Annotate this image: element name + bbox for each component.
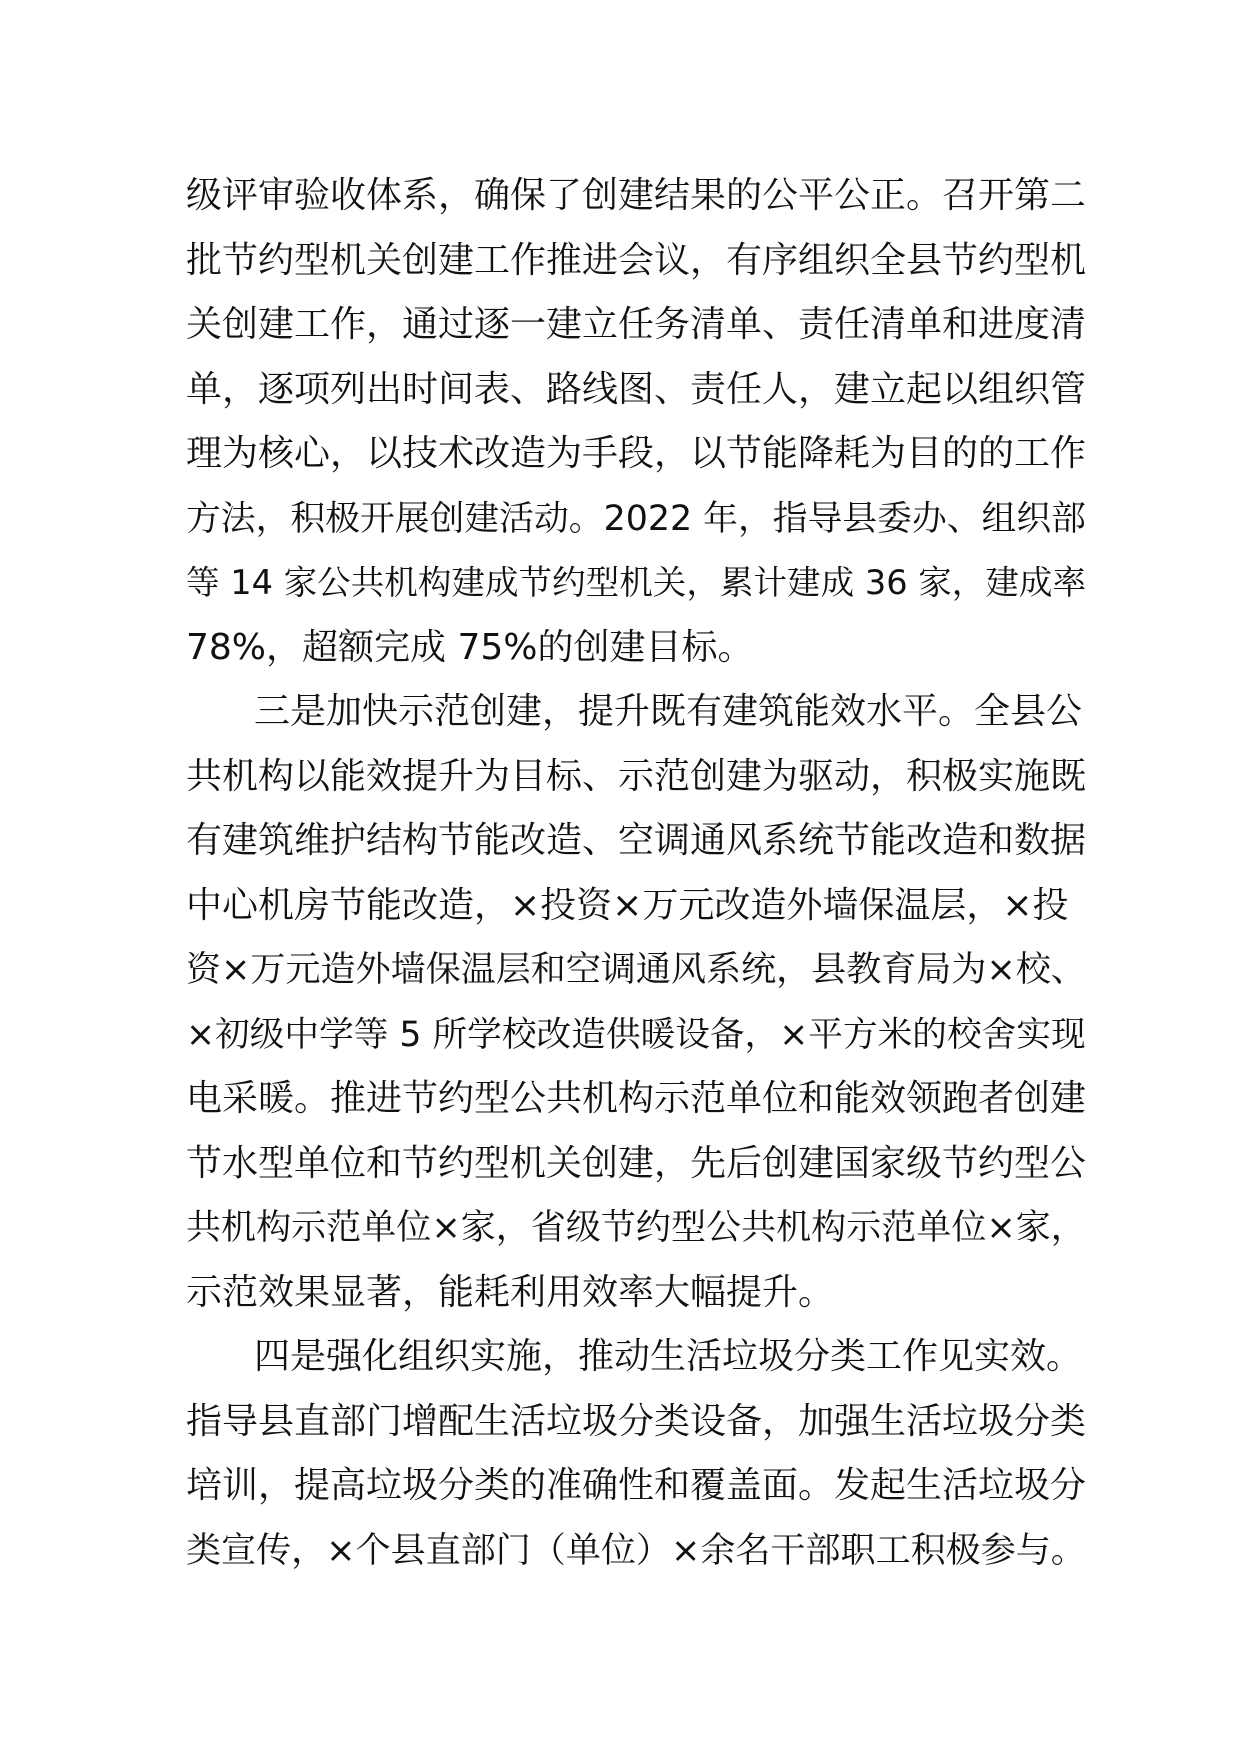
text-line: 节水型单位和节约型机关创建，先后创建国家级节约型公	[186, 1142, 1087, 1184]
text-line: 共机构示范单位×家，省级节约型公共机构示范单位×家，	[186, 1207, 1086, 1248]
text-line: 级评审验收体系，确保了创建结果的公平公正。召开第二	[186, 175, 1087, 216]
text-line: 类宣传，×个县直部门（单位）×余名干部职工积极参与。	[186, 1529, 1086, 1571]
text-line: ×初级中学等 5 所学校改造供暖设备，×平方米的校舍实现	[186, 1014, 1086, 1055]
paragraph-start-line: 三是加快示范创建，提升既有建筑能效水平。全县公	[254, 691, 1083, 732]
text-line: 示范效果显著，能耗利用效率大幅提升。	[186, 1271, 835, 1313]
text-line: 批节约型机关创建工作推进会议，有序组织全县节约型机	[186, 239, 1087, 281]
text-line: 指导县直部门增配生活垃圾分类设备，加强生活垃圾分类	[186, 1400, 1087, 1442]
text-line: 有建筑维护结构节能改造、空调通风系统节能改造和数据	[186, 820, 1087, 861]
text-line: 理为核心，以技术改造为手段，以节能降耗为目的的工作	[186, 433, 1087, 474]
text-line: 单，逐项列出时间表、路线图、责任人，建立起以组织管	[186, 368, 1087, 410]
text-line: 中心机房节能改造，×投资×万元改造外墙保温层，×投	[186, 884, 1069, 926]
document-body	[186, 164, 1086, 1583]
text-line: 资×万元造外墙保温层和空调通风系统，县教育局为×校、	[186, 949, 1086, 990]
text-line: 等 14 家公共机构建成节约型机关，累计建成 36 家，建成率	[186, 563, 1087, 602]
text-line: 培训，提高垃圾分类的准确性和覆盖面。发起生活垃圾分	[186, 1465, 1087, 1506]
text-line: 方法，积极开展创建活动。2022 年，指导县委办、组织部	[186, 498, 1086, 539]
text-line: 78%，超额完成 75%的创建目标。	[186, 626, 754, 668]
text-line: 电采暖。推进节约型公共机构示范单位和能效领跑者创建	[186, 1078, 1087, 1119]
paragraph-start-line: 四是强化组织实施，推动生活垃圾分类工作见实效。	[254, 1336, 1083, 1377]
text-line: 共机构以能效提升为目标、示范创建为驱动，积极实施既	[186, 755, 1087, 797]
text-line: 关创建工作，通过逐一建立任务清单、责任清单和进度清	[186, 304, 1087, 345]
